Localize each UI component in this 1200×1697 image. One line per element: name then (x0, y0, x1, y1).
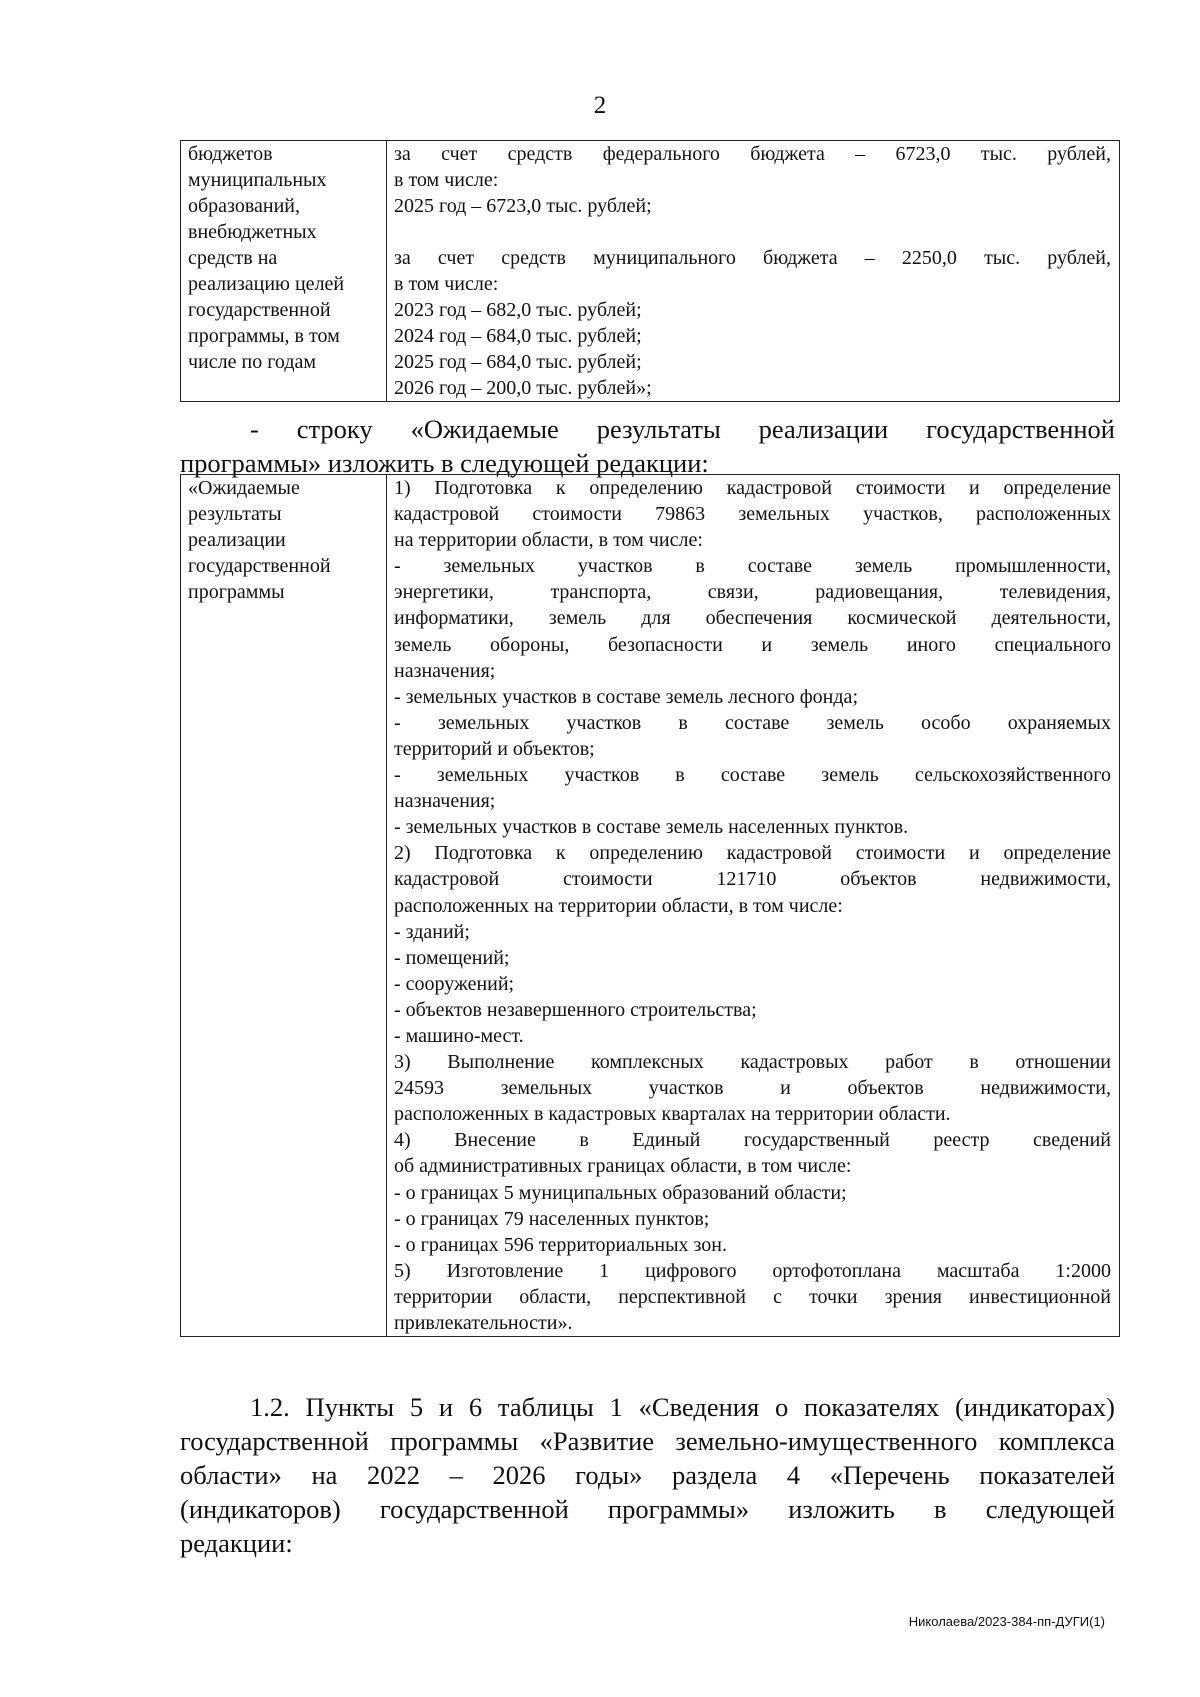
cell-line: кадастровой стоимости 121710 объектов недвижимости, (394, 868, 1111, 891)
cell-line: образований, (188, 195, 301, 217)
paragraph-line: - строку «Ожидаемые результаты реализации государственной (250, 414, 1115, 444)
cell-line: - земельных участков в составе земель лесного фонда; (394, 685, 858, 708)
results-label-cell (181, 475, 387, 1337)
cell-line: земель обороны, безопасности и земель иного специального (394, 633, 1111, 656)
funding-value-cell (387, 141, 1120, 402)
cell-line: числе по годам (188, 351, 317, 373)
cell-line: - помещений; (394, 946, 510, 969)
cell-line: привлекательности». (394, 1312, 573, 1334)
cell-line: результаты (188, 503, 282, 526)
cell-line: муниципальных (188, 169, 327, 191)
cell-line: - земельных участков в составе земель населенных пунктов. (394, 816, 909, 839)
cell-spacer (394, 219, 1111, 245)
cell-line: - сооружений; (394, 972, 515, 995)
cell-line: внебюджетных (188, 221, 317, 243)
cell-line: расположенных на территории области, в том числе: (394, 894, 843, 917)
cell-line: 2025 год – 6723,0 тыс. рублей; (394, 195, 652, 217)
paragraph-1-2 (180, 1390, 1115, 1560)
cell-line: расположенных в кадастровых кварталах на территории области. (394, 1103, 951, 1126)
footer-code: Николаева/2023-384-пп-ДУГИ(1) (908, 1614, 1105, 1629)
cell-line: - объектов незавершенного строительства; (394, 998, 757, 1021)
cell-line: 1) Подготовка к определению кадастровой стоимости и определение (394, 477, 1111, 499)
paragraph-line: 1.2. Пункты 5 и 6 таблицы 1 «Сведения о показателях (индикаторах) (250, 1392, 1115, 1422)
paragraph-line: программы» изложить в следующей редакции: (180, 448, 709, 478)
cell-line: «Ожидаемые (188, 477, 300, 499)
cell-line: государственной (188, 299, 331, 321)
cell-line: средств на (188, 247, 278, 269)
cell-line: - земельных участков в составе земель сельскохозяйственного (394, 764, 1111, 787)
cell-line: назначения; (394, 659, 496, 682)
cell-line: 4) Внесение в Единый государственный реестр сведений (394, 1129, 1111, 1152)
cell-line: кадастровой стоимости 79863 земельных участков, расположенных (394, 503, 1111, 526)
funding-label-cell (181, 141, 387, 402)
cell-line: территорий и объектов; (394, 737, 595, 760)
intro-paragraph (180, 412, 1115, 480)
cell-line: в том числе: (394, 169, 499, 191)
cell-line: - земельных участков в составе земель особо охраняемых (394, 711, 1111, 734)
cell-line: программы, в том (188, 325, 340, 347)
cell-line: об административных границах области, в том числе: (394, 1155, 852, 1178)
cell-line: за счет средств федерального бюджета – 6723,0 тыс. рублей, (394, 143, 1111, 165)
cell-line: 3) Выполнение комплексных кадастровых работ в отношении (394, 1051, 1111, 1074)
cell-line: - о границах 596 территориальных зон. (394, 1233, 728, 1256)
table-row (181, 475, 1120, 1337)
cell-line: на территории области, в том числе: (394, 529, 703, 552)
funding-table (180, 140, 1120, 402)
cell-line: за счет средств муниципального бюджета – 2250,0 тыс. рублей, (394, 247, 1111, 269)
cell-line: назначения; (394, 790, 496, 813)
cell-line: территории области, перспективной с точки зрения инвестиционной (394, 1285, 1111, 1308)
cell-line: программы (188, 581, 285, 604)
results-table (180, 474, 1120, 1337)
cell-line: 24593 земельных участков и объектов недвижимости, (394, 1077, 1111, 1100)
cell-line: 2025 год – 684,0 тыс. рублей; (394, 351, 642, 373)
cell-line: 2023 год – 682,0 тыс. рублей; (394, 299, 642, 321)
cell-line: информатики, земель для обеспечения космической деятельности, (394, 607, 1111, 630)
cell-line: бюджетов (188, 143, 273, 165)
cell-line: 5) Изготовление 1 цифрового ортофотоплана масштаба 1:2000 (394, 1259, 1111, 1282)
cell-line: - о границах 79 населенных пунктов; (394, 1207, 710, 1230)
page-number: 2 (593, 92, 607, 119)
cell-line: - зданий; (394, 920, 470, 943)
paragraph-line: редакции: (180, 1528, 293, 1558)
cell-line: в том числе: (394, 273, 499, 295)
cell-line: реализацию целей (188, 273, 345, 295)
cell-line: энергетики, транспорта, связи, радиовещания, телевидения, (394, 581, 1111, 604)
cell-line: 2024 год – 684,0 тыс. рублей; (394, 325, 642, 347)
paragraph-line: (индикаторов) государственной программы» изложить в следующей (180, 1494, 1115, 1524)
cell-line: государственной (188, 555, 331, 578)
paragraph-line: области» на 2022 – 2026 годы» раздела 4 «Перечень показателей (180, 1460, 1115, 1490)
cell-line: 2026 год – 200,0 тыс. рублей»; (394, 377, 652, 399)
results-value-cell (387, 475, 1120, 1337)
cell-line: 2) Подготовка к определению кадастровой стоимости и определение (394, 842, 1111, 865)
cell-line: - о границах 5 муниципальных образований области; (394, 1181, 847, 1204)
table-row (181, 141, 1120, 402)
cell-line: - машино-мест. (394, 1024, 524, 1047)
cell-line: реализации (188, 529, 286, 552)
cell-line: - земельных участков в составе земель промышленности, (394, 555, 1111, 578)
paragraph-line: государственной программы «Развитие земельно-имущественного комплекса (180, 1426, 1115, 1456)
